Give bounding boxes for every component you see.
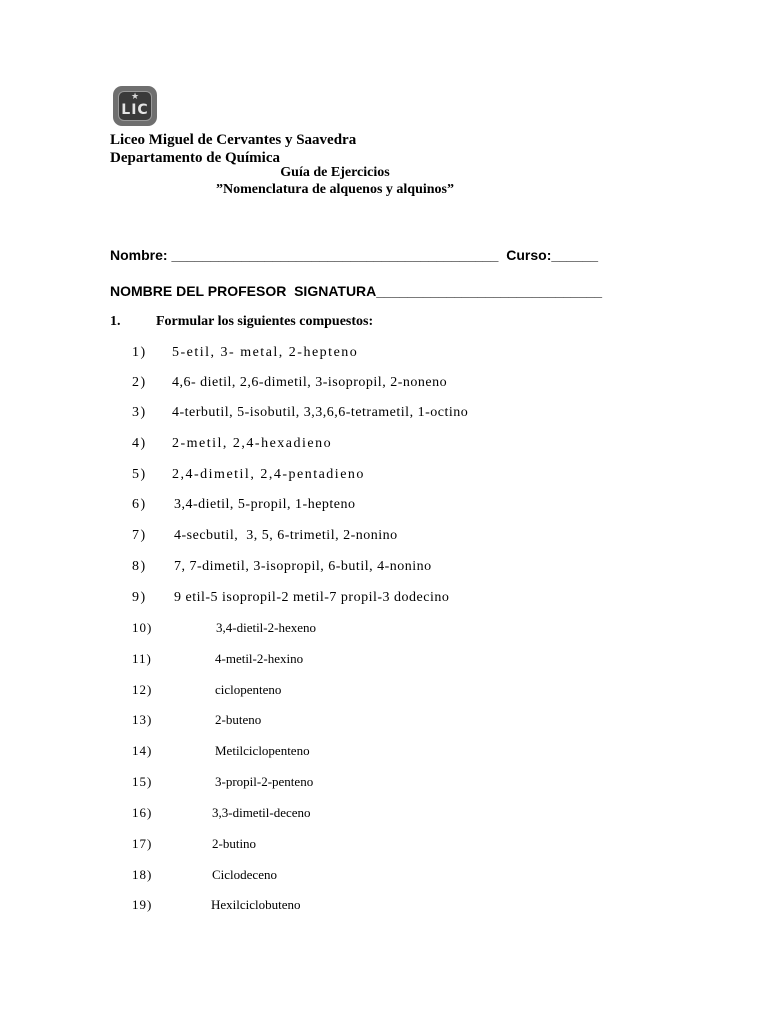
item-number: 1) <box>132 345 147 360</box>
logo-text: LIC <box>121 102 149 118</box>
student-name-field: Nombre: __________________________________________ Curso:______ <box>110 247 599 263</box>
item-text: 2,4-dimetil, 2,4-pentadieno <box>172 467 365 482</box>
item-number: 9) <box>132 590 147 605</box>
guide-title: Guía de Ejercicios <box>280 165 390 180</box>
item-text: Hexilciclobuteno <box>211 897 301 912</box>
teacher-subject-field: NOMBRE DEL PROFESOR SIGNATURA_____________________________ <box>110 283 603 299</box>
item-text: 5-etil, 3- metal, 2-hepteno <box>172 345 359 360</box>
item-number: 4) <box>132 436 147 451</box>
logo-emblem <box>118 91 152 121</box>
item-number: 8) <box>132 559 147 574</box>
item-text: 3-propil-2-penteno <box>215 774 314 789</box>
question-number: 1. <box>110 314 121 329</box>
item-number: 19) <box>132 897 153 912</box>
item-number: 16) <box>132 805 153 820</box>
item-number: 14) <box>132 743 153 758</box>
item-number: 10) <box>132 620 153 635</box>
item-number: 2) <box>132 375 147 390</box>
school-logo <box>113 86 157 126</box>
item-number: 12) <box>132 682 153 697</box>
item-text: 4,6- dietil, 2,6-dimetil, 3-isopropil, 2-noneno <box>172 375 448 390</box>
school-header <box>110 131 356 167</box>
item-number: 5) <box>132 467 147 482</box>
item-number: 17) <box>132 836 153 851</box>
item-text: 4-secbutil, 3, 5, 6-trimetil, 2-nonino <box>174 528 398 543</box>
item-number: 7) <box>132 528 147 543</box>
guide-subtitle: ”Nomenclatura de alquenos y alquinos” <box>215 182 455 197</box>
item-number: 3) <box>132 405 147 420</box>
item-number: 18) <box>132 867 153 882</box>
item-number: 6) <box>132 497 147 512</box>
item-text: 3,4-dietil-2-hexeno <box>216 620 316 635</box>
item-text: 9 etil-5 isopropil-2 metil-7 propil-3 dodecino <box>174 590 450 605</box>
item-text: Ciclodeceno <box>212 867 277 882</box>
department-name: Departamento de Química <box>110 150 280 166</box>
item-text: Metilciclopenteno <box>215 743 310 758</box>
question-text: Formular los siguientes compuestos: <box>156 314 374 329</box>
school-name: Liceo Miguel de Cervantes y Saavedra <box>110 132 357 148</box>
item-text: 3,4-dietil, 5-propil, 1-hepteno <box>174 497 356 512</box>
item-number: 13) <box>132 712 153 727</box>
item-text: 4-metil-2-hexino <box>215 651 304 666</box>
item-text: 2-buteno <box>215 712 262 727</box>
item-text: 2-butino <box>212 836 257 851</box>
star-icon: ★ <box>130 92 140 102</box>
item-text: 7, 7-dimetil, 3-isopropil, 6-butil, 4-nonino <box>174 559 432 574</box>
item-number: 11) <box>132 651 152 666</box>
item-number: 15) <box>132 774 153 789</box>
item-text: 3,3-dimetil-deceno <box>212 805 311 820</box>
item-text: ciclopenteno <box>215 682 282 697</box>
item-text: 4-terbutil, 5-isobutil, 3,3,6,6-tetrametil, 1-octino <box>172 405 469 420</box>
item-text: 2-metil, 2,4-hexadieno <box>172 436 333 451</box>
